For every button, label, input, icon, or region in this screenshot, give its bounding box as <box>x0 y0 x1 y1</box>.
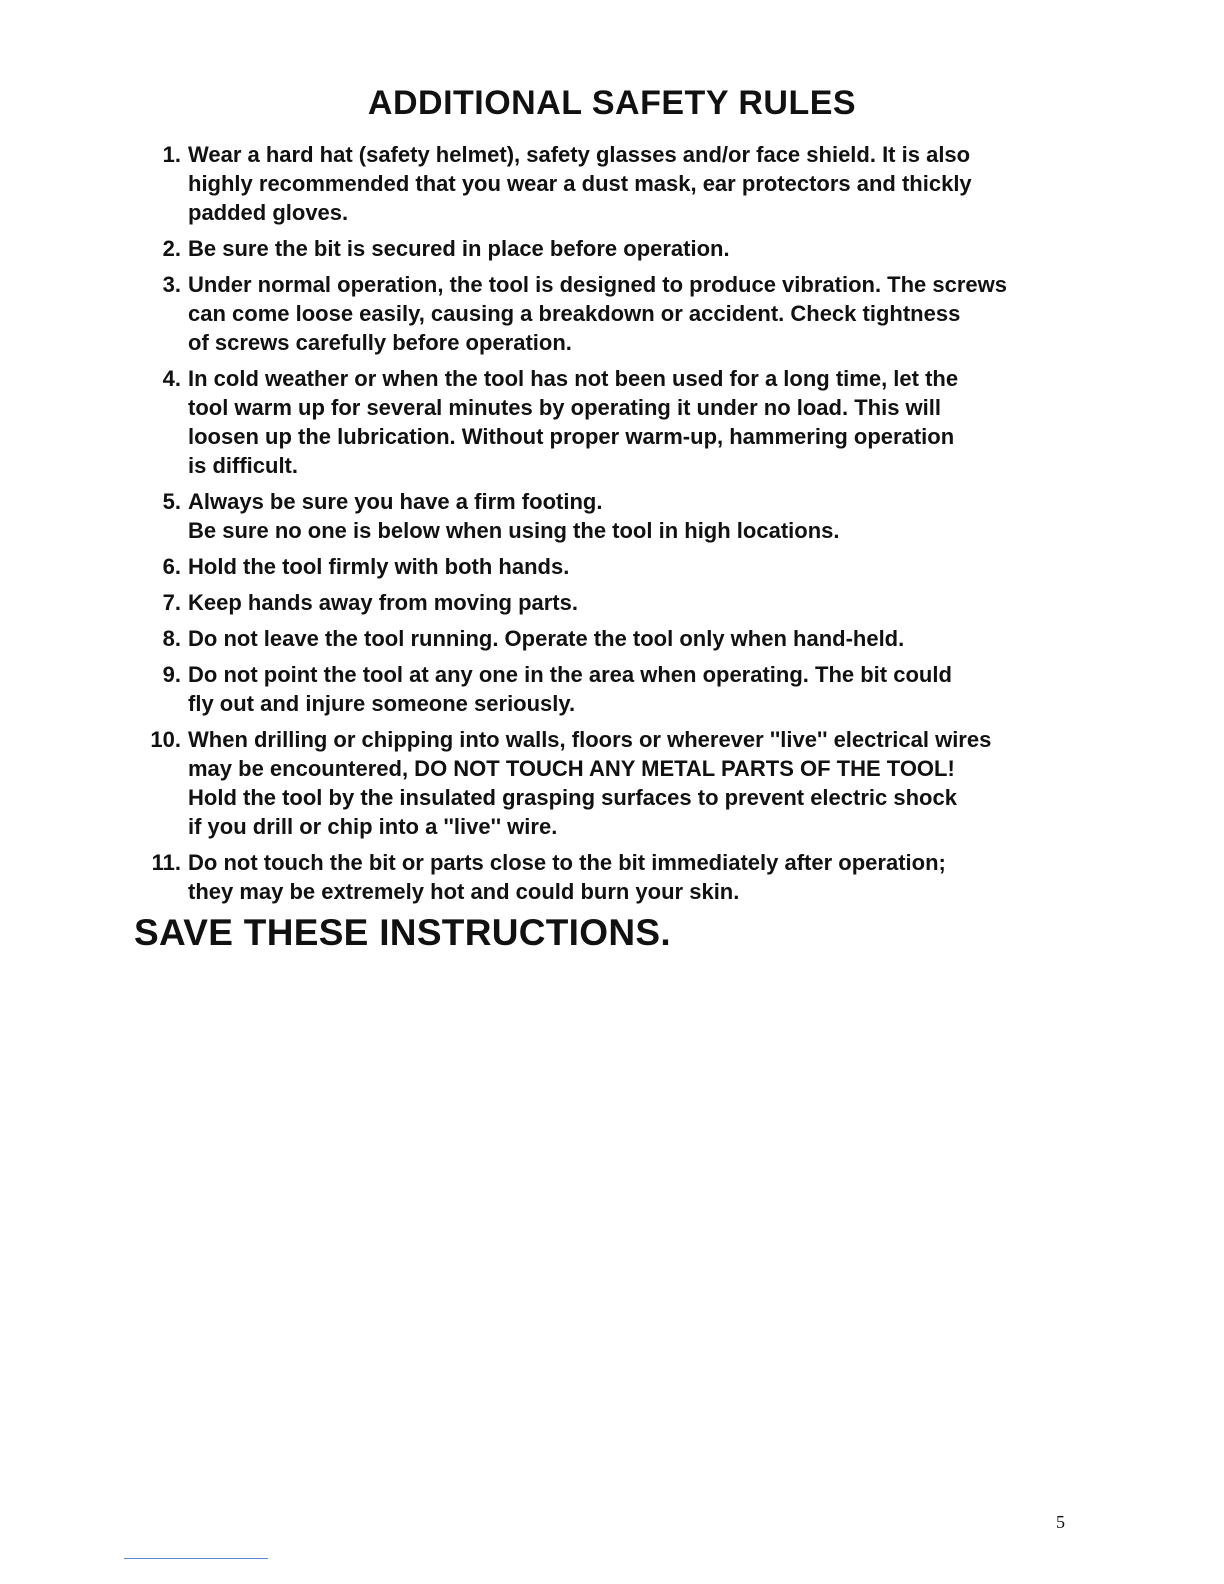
footer-divider <box>124 1558 268 1559</box>
rule-text-line: loosen up the lubrication. Without proper warm-up, hammering operation <box>188 424 955 449</box>
rule-text <box>188 552 1074 581</box>
safety-rule-item <box>134 725 1074 841</box>
safety-rule-item <box>134 552 1074 581</box>
rule-text-line: padded gloves. <box>188 200 349 225</box>
safety-rule-item <box>134 270 1074 357</box>
rule-text-line: Under normal operation, the tool is designed to produce vibration. The screws <box>188 272 1008 297</box>
safety-rule-item <box>134 624 1074 653</box>
rule-text-line: Do not leave the tool running. Operate the tool only when hand-held. <box>188 626 905 651</box>
rule-text <box>188 624 1074 653</box>
page-number: 5 <box>1056 1512 1065 1532</box>
rule-text <box>188 140 1074 227</box>
rule-number: 3. <box>162 272 181 297</box>
rule-text-line: When drilling or chipping into walls, floors or wherever ''live'' electrical wires <box>188 727 992 752</box>
rule-text-line: fly out and injure someone seriously. <box>188 691 576 716</box>
rule-text-line: Keep hands away from moving parts. <box>188 590 578 615</box>
rule-text <box>188 588 1074 617</box>
safety-rules-list <box>134 140 1074 913</box>
rule-number: 7. <box>162 590 181 615</box>
rule-text <box>188 364 1074 480</box>
rule-text-line: if you drill or chip into a ''live'' wire. <box>188 814 558 839</box>
rule-text <box>188 270 1074 357</box>
rule-text-line: may be encountered, DO NOT TOUCH ANY METAL PARTS OF THE TOOL! <box>188 756 955 781</box>
rule-text-line: In cold weather or when the tool has not been used for a long time, let the <box>188 366 959 391</box>
rule-text <box>188 725 1074 841</box>
rule-text-line: Hold the tool firmly with both hands. <box>188 554 570 579</box>
rule-text <box>188 848 1074 906</box>
rule-text-line: Do not point the tool at any one in the area when operating. The bit could <box>188 662 952 687</box>
rule-number: 10. <box>150 727 181 752</box>
rule-number: 2. <box>162 236 181 261</box>
safety-rule-item <box>134 364 1074 480</box>
rule-number: 11. <box>151 850 181 875</box>
safety-rule-item <box>134 234 1074 263</box>
rule-text <box>188 487 1074 545</box>
rule-number: 4. <box>162 366 181 391</box>
safety-rule-item <box>134 660 1074 718</box>
rule-text-line: Be sure no one is below when using the tool in high locations. <box>188 518 840 543</box>
rule-text-line: Wear a hard hat (safety helmet), safety glasses and/or face shield. It is also <box>188 142 971 167</box>
save-instructions-heading: SAVE THESE INSTRUCTIONS. <box>134 912 671 953</box>
safety-rule-item <box>134 848 1074 906</box>
page-title: ADDITIONAL SAFETY RULES <box>367 84 857 122</box>
rule-text-line: is difficult. <box>188 453 298 478</box>
rule-text-line: Hold the tool by the insulated grasping surfaces to prevent electric shock <box>188 785 957 810</box>
rule-number: 6. <box>162 554 181 579</box>
rule-text-line: can come loose easily, causing a breakdown or accident. Check tightness <box>188 301 961 326</box>
rule-text <box>188 660 1074 718</box>
rule-text-line: tool warm up for several minutes by operating it under no load. This will <box>188 395 941 420</box>
safety-rule-item <box>134 588 1074 617</box>
safety-rule-item <box>134 487 1074 545</box>
rule-text-line: Always be sure you have a firm footing. <box>188 489 603 514</box>
rule-number: 5. <box>162 489 181 514</box>
rule-number: 8. <box>162 626 181 651</box>
rule-text-line: Do not touch the bit or parts close to the bit immediately after operation; <box>188 850 946 875</box>
safety-rule-item <box>134 140 1074 227</box>
rule-number: 1. <box>162 142 181 167</box>
rule-number: 9. <box>162 662 181 687</box>
rule-text-line: of screws carefully before operation. <box>188 330 572 355</box>
rule-text-line: Be sure the bit is secured in place before operation. <box>188 236 730 261</box>
rule-text-line: they may be extremely hot and could burn your skin. <box>188 879 740 904</box>
rule-text <box>188 234 1074 263</box>
rule-text-line: highly recommended that you wear a dust mask, ear protectors and thickly <box>188 171 972 196</box>
